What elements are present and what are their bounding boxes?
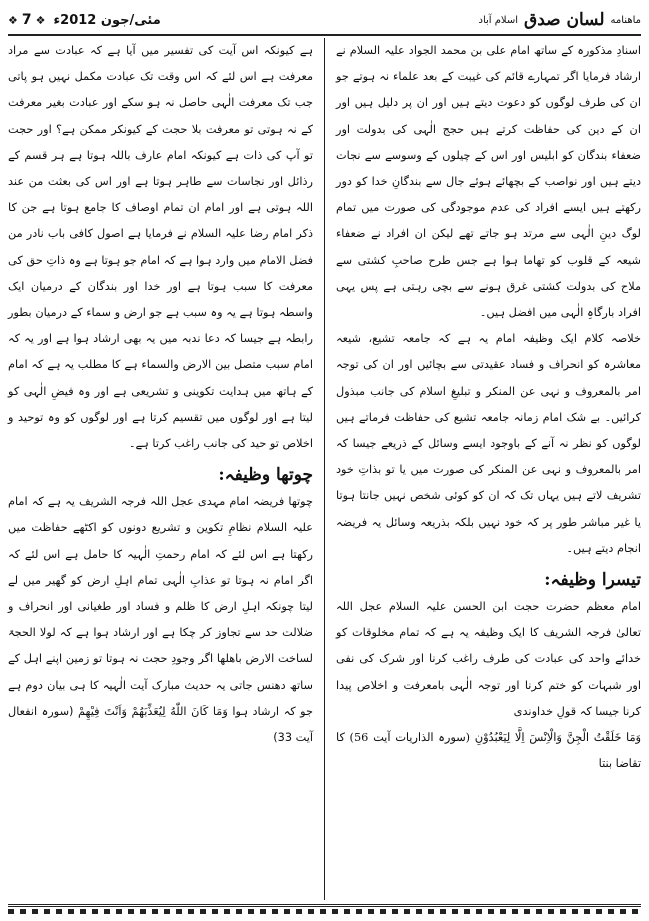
paragraph: چوتھا فریضہ امام مہدی عجل اللہ فرجہ الشریف یہ ہے کہ امام علیہ السلام نظامِ تکوین و تشریع دونوں کو اکٹھے حفاظت میں رکھتا ہے اس لئے کہ امام رحمتِ الٰہیہ کا حامل ہے اس لئے کہ اگر امام نہ ہوتا تو عذابِ الٰہی تمام اہلِ ارض کو گھیر میں لے لیتا چونکہ اہلِ ارض کا ظلم و فساد اور طغیانی اور انحراف و ضلالت حد سے تجاوز کر چکا ہے اور ارشاد ہوا ہے کہ لولا الحجۃ لساخت الارض باهلها اگر وجودِ حجت نہ ہوتا تو زمین اپنے اہل کے ساتھ دھنس جاتی یہ حدیث مبارک آیت الٰہیہ کا ہی بیان دوم ہے جو کہ ارشاد ہوا وَمَا كَانَ اللّٰهُ لِيُعَذِّبَهُمْ وَاَنْتَ فِيْهِمْ (سورہ انفعال آیت 33) <box>8 495 313 745</box>
issue-date: مئی/جون 2012ء <box>53 12 161 28</box>
left-column <box>8 38 313 900</box>
page-number: 7 <box>21 12 32 28</box>
page-header <box>8 6 641 36</box>
article-body <box>8 38 641 900</box>
paragraph: اسنادِ مذکورہ کے ساتھ امام علی بن محمد الجواد علیہ السلام نے ارشاد فرمایا اگر تمہارے قائم کی غیبت کے بعد علماء نہ ہوتے جو ان کی طرف لوگوں کو دعوت دیتے ہیں اور ان پر دلیل ہیں اور ان کے دین کی حفاظت کرتے ہیں حجج الٰہی کی بدولت اور ضعفاء بندگان کو ابلیس اور اس کے چیلوں کے وسوسے سے نجات دیتے ہیں اور نواصب کے بچھائے ہوئے جال سے بندگانِ خدا کو دور رکھتے ہیں ایسے افراد کی عدم موجودگی کی صورت میں تمام لوگ دینِ الٰہی سے مرتد ہو جاتے تھے لیکن ان افراد نے ضعفاء شیعہ کے قلوب کو تھاما ہوا ہے جس طرح صاحبِ کشتی سے ملاح کی بدولت کشتی غرق ہونے سے بچی رہتی ہے پس یہی افراد بارگاہِ الٰہی میں افضل ہیں۔ <box>336 44 641 320</box>
page-footer-border <box>8 904 641 917</box>
section-heading: تیسرا وظیفہ: <box>544 570 641 591</box>
paragraph: خلاصہ کلام ایک وظیفہ امام یہ ہے کہ جامعہ تشیع، شیعہ معاشرہ کو انحراف و فساد عقیدتی سے بچائیں اور ان کی توجہ امر بالمعروف و نہی عن المنکر و تبلیغِ اسلام کی جانب مبذول کرائیں۔ بے شک امام زمانہ جامعہ تشیع کی حفاظت فرماتے ہیں لوگوں کو نظر نہ آنے کے باوجود ایسے وسائل کے ذریعے جیسا کہ امر بالمعروف و نہی عن المنکر کی صورت میں یا تو بذاتِ خود تشریف لاتے ہیں یہاں تک کہ ان کو کوئی شخص نہیں جانتا ہوتا یا غیر مباشر طور پر کہ خود نہیں بلکہ بذریعہ وسائل یہ فریضہ انجام دیتے ہیں۔ <box>336 332 641 555</box>
ornament-icon: ❖ <box>8 13 18 27</box>
masthead <box>478 10 641 30</box>
paragraph: امام معظم حضرت حجت ابن الحسن علیہ السلام عجل اللہ تعالیٰ فرجہ الشریف کا ایک وظیفہ یہ ہے کہ تمام مخلوقات کو خدائے واحد کی عبادت کی طرف راغب کرنا اور شرک کی نفی اور شبہات کو ختم کرنا اور توجہ الٰہی بامعرفت و اخلاص پیدا کرنا جیسا کہ قولِ خداوندی <box>336 600 641 718</box>
issue-info <box>8 12 161 28</box>
city-label: اسلام آباد <box>478 14 519 26</box>
column-divider <box>324 38 325 900</box>
paragraph: ہے کیونکہ اس آیت کی تفسیر میں آیا ہے کہ عبادت سے مراد معرفت ہے اس لئے کہ اس وقت تک عبادت مکمل نہیں ہو پاتی جب تک معرفت الٰہی حاصل نہ ہو سکے اور عبادت بغیر معرفت کے نہ ہوتی تو معرفت بلا حجت کے کیونکر ممکن ہے؟ اور حجت تو آپ کی ذات ہے کیونکہ امام عارف باللہ ہوتا ہے ہر قسم کے رذائل اور نجاسات سے طاہر ہوتا ہے اور اس کی بعثت من عند اللہ ہوتی ہے اور امام ان تمام اوصاف کا جامع ہوتا ہے جن کا ذکر امام رضا علیہ السلام نے فرمایا ہے اصول کافی باب نادر من فضل الامام میں وارد ہوا ہے کہ امام جو ہوتا ہے وہ ذاتِ حق کی معرفت کا سبب ہوتا ہے اور خدا اور بندگان کے درمیان ایک واسطہ ہوتا ہے یہ وہ سبب ہے جو ارض و سماء کے درمیان بطور رابطہ ہے جیسا کہ دعا ندبہ میں یہ بھی ارشاد ہوا ہے اور یہ کہ امام سبب متصل بین الارض والسماء ہے کا مطلب یہ ہے کہ امام کے ہاتھ میں ہدایت تکوینی و تشریعی ہے اور وہ فیضِ الٰہی کو لیتا ہے اور لوگوں میں تقسیم کرتا ہے اور لوگوں کو وہ توحید و اخلاص تو حید کی جانب راغب کرتا ہے۔ <box>8 44 313 451</box>
quran-verse: وَمَا خَلَقْتُ الْجِنَّ وَالْاِنْسَ اِلَّا لِيَعْبُدُوْنِ (سورہ الذاریات آیت 56) کا تقاضا بنتا <box>336 731 641 771</box>
magazine-label: ماهنامه <box>610 14 641 26</box>
right-column <box>336 38 641 900</box>
ornament-icon: ❖ <box>35 13 46 27</box>
decorative-border <box>8 909 641 914</box>
page-number-box <box>8 12 46 28</box>
brand-title: لسان صدق <box>524 10 605 30</box>
section-heading: چوتھا وظیفہ: <box>218 465 313 486</box>
